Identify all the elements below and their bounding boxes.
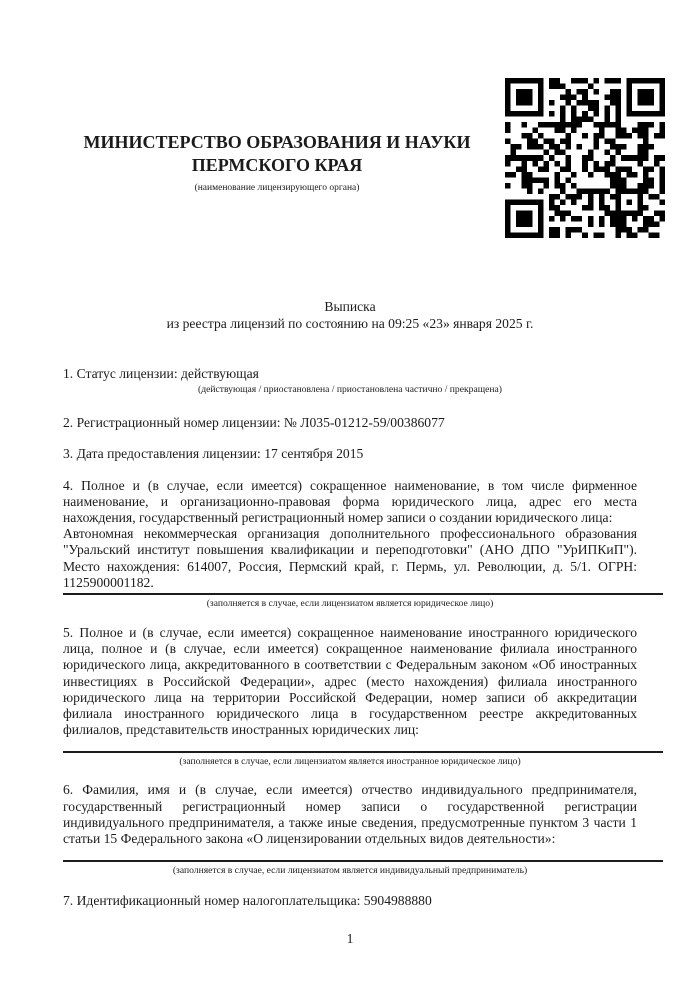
legal-entity-caption: (заполняется в случае, если лицензиатом является юридическое лицо) — [206, 598, 494, 610]
taxpayer-number-text: 7. Идентификационный номер налогоплательщика: 5904988880 — [63, 893, 432, 909]
ministry-name-line2: ПЕРМСКОГО КРАЯ — [191, 155, 363, 176]
section-legal-entity — [63, 478, 637, 610]
section-registration-number — [63, 415, 637, 431]
document-title — [63, 299, 637, 333]
section-individual-entrepreneur — [63, 782, 637, 877]
document-title-line2: из реестра лицензий по состоянию на 09:25 «23» января 2025 г. — [166, 315, 534, 331]
section-license-date — [63, 446, 637, 462]
legal-entity-answer: Автономная некоммерческая организация дополнительного профессионального образования "Уральский институт повышения квалификации и переподготовки" (АНО ДПО "УрИПКиП"). Место нахождения: 614007, Россия, Пермский край, г. Пермь, ул. Революции, д. 5/1. ОГРН: 1125900001182. — [63, 526, 637, 590]
ministry-caption: (наименование лицензирующего органа) — [194, 182, 360, 193]
individual-entrepreneur-caption: (заполняется в случае, если лицензиатом является индивидуальный предприниматель) — [172, 865, 528, 877]
ministry-name-line1: МИНИСТЕРСТВО ОБРАЗОВАНИЯ И НАУКИ — [83, 132, 471, 152]
individual-entrepreneur-underline — [63, 847, 663, 862]
individual-entrepreneur-question: 6. Фамилия, имя и (в случае, если имеется) отчество индивидуального предпринимателя, государственный регистрационный номер записи о государственной регистрации индивидуального предпринимателя, а также иные сведения, предусмотренные пунктом 3 части 1 статьи 15 Федерального закона «О лицензировании отдельных видов деятельности»: — [63, 782, 637, 847]
foreign-entity-question: 5. Полное и (в случае, если имеется) сокращенное наименование иностранного юридического лица, полное и (в случае, если имеется) сокращенное наименование филиала иностранного юридического лица, аккредитованного в соответствии с Федеральным законом «Об иностранных инвестициях в Российской Федерации», адрес (место нахождения) филиала иностранного юридического лица на территории Российской Федерации, номер записи об аккредитации филиала иностранного юридического лица в государственном реестре аккредитованных филиалов, представительств иностранных юридических лиц: — [63, 625, 637, 738]
section-license-status — [63, 366, 637, 396]
registration-number-text: 2. Регистрационный номер лицензии: № Л035-01212-59/00386077 — [63, 415, 445, 431]
legal-entity-question: 4. Полное и (в случае, если имеется) сокращенное наименование, в том числе фирменное наименование, и организационно-правовая форма юридического лица, адрес его места нахождения, государственный регистрационный номер записи о создании юридического лица: — [63, 477, 637, 526]
licensing-authority-header — [60, 131, 494, 193]
document-body — [63, 366, 637, 909]
document-title-line1: Выписка — [324, 299, 376, 314]
qr-code-icon — [505, 78, 665, 238]
section-foreign-entity — [63, 625, 637, 768]
license-status-caption: (действующая / приостановлена / приостановлена частично / прекращена) — [198, 384, 502, 396]
legal-entity-underline — [63, 593, 663, 595]
page-number: 1 — [346, 931, 354, 946]
license-date-text: 3. Дата предоставления лицензии: 17 сентября 2015 — [63, 446, 364, 462]
section-taxpayer-number — [63, 893, 637, 909]
foreign-entity-caption: (заполняется в случае, если лицензиатом является иностранное юридическое лицо) — [179, 756, 521, 768]
license-status-text: 1. Статус лицензии: действующая — [63, 366, 259, 381]
foreign-entity-underline — [63, 738, 663, 753]
